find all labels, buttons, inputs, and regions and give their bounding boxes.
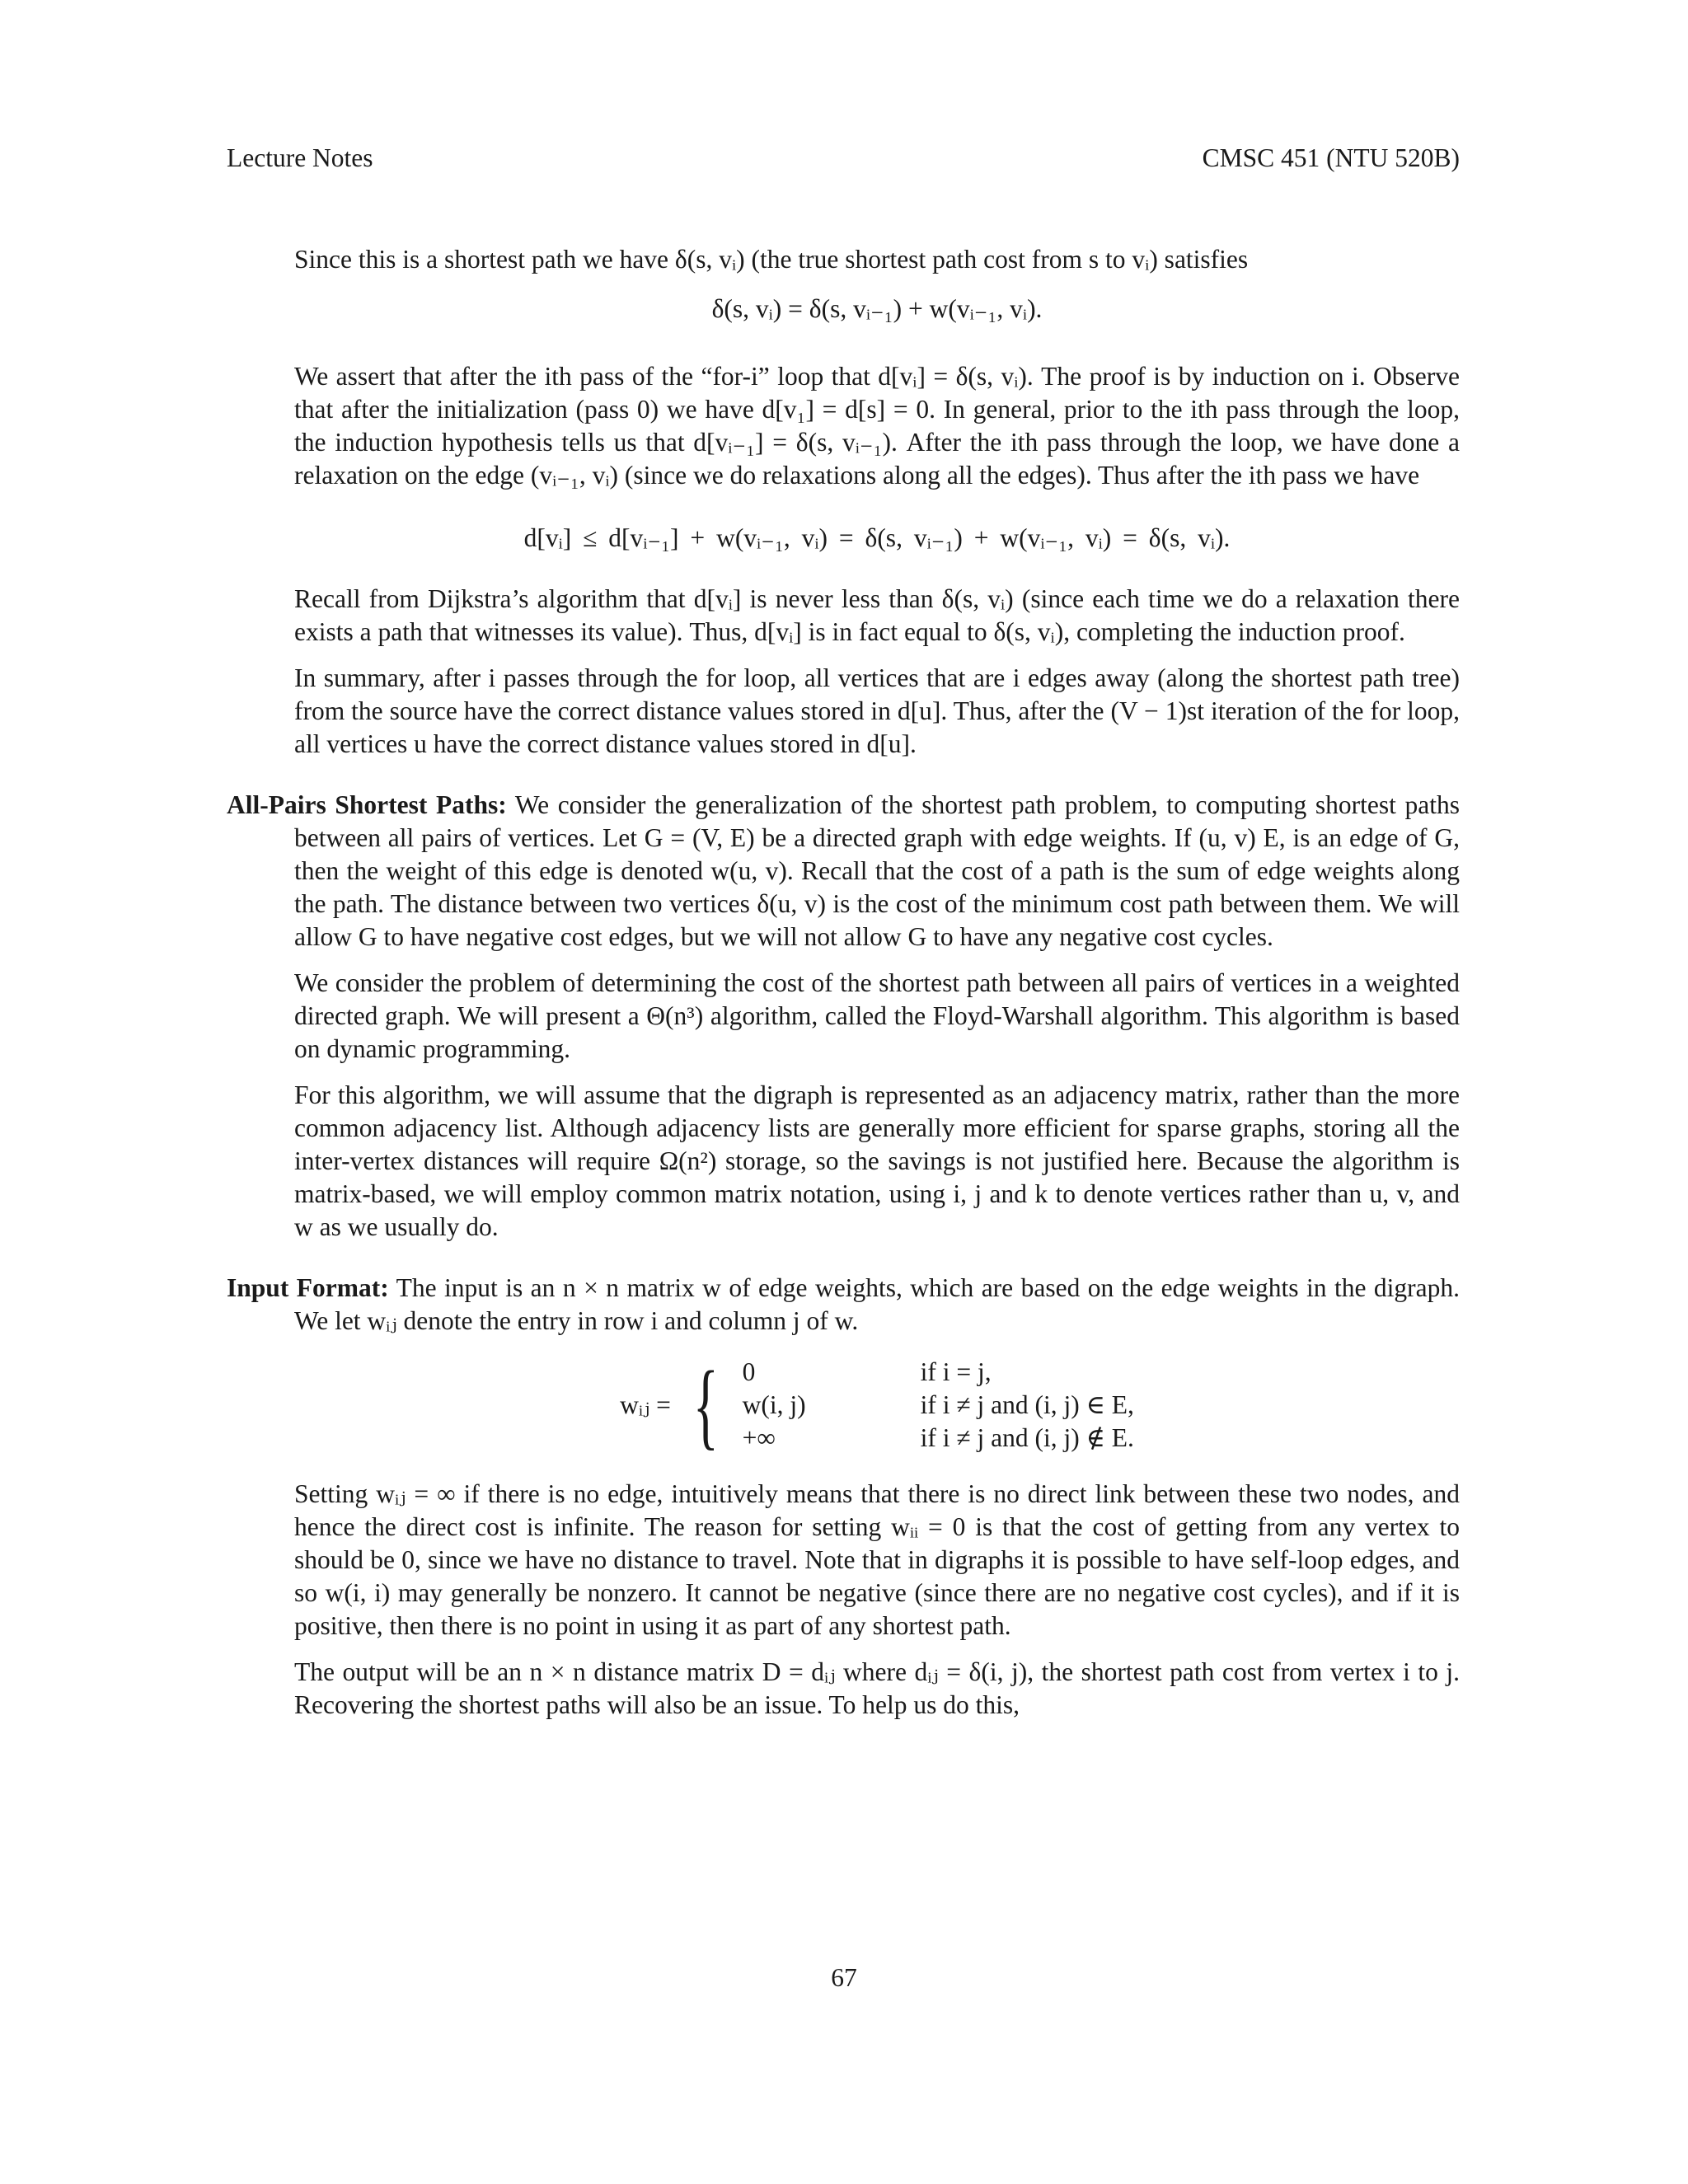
section-paragraph [227,1272,1460,1338]
section-term: All-Pairs Shortest Paths: [227,790,507,819]
equation-delta: δ(s, vᵢ) = δ(s, vᵢ₋₁) + w(vᵢ₋₁, vᵢ). [711,294,1043,323]
case-value: +∞ [742,1423,776,1452]
case-condition: if i ≠ j and (i, j) ∈ E, [920,1390,1134,1419]
case-row [743,1356,1134,1389]
section-all-pairs [227,789,1460,1244]
paragraph: We assert that after the ith pass of the “for-i” loop that d[vᵢ] = δ(s, vᵢ). The proof is by induction on i. Observe that after the initialization (pass 0) we have d[v₁] = d[s] = 0. In general, prior to the ith pass through the loop, the induction hypothesis tells us that d[vᵢ₋₁] = δ(s, vᵢ₋₁). After the ith pass through the loop, we have done a relaxation on the edge (vᵢ₋₁, vᵢ) (since we do relaxations along all the edges). Thus after the ith pass we have [294,362,1460,490]
case-condition: if i ≠ j and (i, j) ∉ E. [920,1423,1134,1452]
left-brace-icon: { [692,1351,719,1459]
paragraph: Setting wᵢⱼ = ∞ if there is no edge, intuitively means that there is no direct link between these two nodes, and hence the direct cost is infinite. The reason for setting wᵢᵢ = 0 is that the cost of getting from any vertex to should be 0, since we have no distance to travel. Note that in digraphs it is possible to have self-loop edges, and so w(i, i) may generally be nonzero. It cannot be negative (since there are no negative cost cycles), and if it is positive, then there is no point in using it as part of any shortest path. [294,1479,1460,1640]
paragraph: The output will be an n × n distance matrix D = dᵢⱼ where dᵢⱼ = δ(i, j), the shortest path cost from vertex i to j. Recovering the shortest paths will also be an issue. To help us do this, [294,1657,1460,1719]
paragraph: Since this is a shortest path we have δ(s, vᵢ) (the true shortest path cost from s to vᵢ) satisfies [294,245,1249,274]
paragraph: We consider the problem of determining the cost of the shortest path between all pairs of vertices in a weighted directed graph. We will present a Θ(n³) algorithm, called the Floyd-Warshall algorithm. This algorithm is based on dynamic programming. [294,968,1460,1063]
running-header [227,142,1460,175]
proof-section [227,243,1460,761]
section-term: Input Format: [227,1273,389,1302]
piecewise-lhs: wᵢⱼ = [620,1390,671,1419]
header-right: CMSC 451 (NTU 520B) [1202,143,1460,172]
case-row [743,1422,1134,1455]
case-row [743,1389,1134,1422]
header-left: Lecture Notes [227,143,373,172]
paragraph: Recall from Dijkstra’s algorithm that d[vᵢ] is never less than δ(s, vᵢ) (since each time we do a relaxation there exists a path that witnesses its value). Thus, d[vᵢ] is in fact equal to δ(s, vᵢ), completing the induction proof. [294,584,1460,646]
equation-relaxation: d[vᵢ] ≤ d[vᵢ₋₁] + w(vᵢ₋₁, vᵢ) = δ(s, vᵢ₋₁) + w(vᵢ₋₁, vᵢ) = δ(s, vᵢ). [523,523,1231,552]
case-condition: if i = j, [920,1357,992,1386]
paragraph: For this algorithm, we will assume that the digraph is represented as an adjacency matrix, rather than the more common adjacency list. Although adjacency lists are generally more efficient for sparse graphs, storing all the inter-vertex distances will require Ω(n²) storage, so the savings is not justified here. Because the algorithm is matrix-based, we will employ common matrix notation, using i, j and k to denote vertices rather than u, v, and w as we usually do. [294,1080,1460,1241]
section-text: The input is an n × n matrix w of edge weights, which are based on the edge weights in the digraph. We let wᵢⱼ denote the entry in row i and column j of w. [294,1273,1461,1335]
piecewise-definition [294,1351,1460,1459]
section-input-format [227,1272,1460,1722]
piecewise-cases [743,1356,1134,1455]
section-paragraph [227,789,1460,954]
paragraph: In summary, after i passes through the for loop, all vertices that are i edges away (along the shortest path tree) from the source have the correct distance values stored in d[u]. Thus, after the (V − 1)st iteration of the for loop, all vertices u have the correct distance values stored in d[u]. [294,663,1460,758]
section-text: We consider the generalization of the shortest path problem, to computing shortest paths between all pairs of vertices. Let G = (V, E) be a directed graph with edge weights. If (u, v) E, is an edge of G, then the weight of this edge is denoted w(u, v). Recall that the cost of a path is the sum of edge weights along the path. The distance between two vertices δ(u, v) is the cost of the minimum cost path between them. We will allow G to have negative cost edges, but we will not allow G to have any negative cost cycles. [294,790,1460,951]
case-value: w(i, j) [742,1390,806,1419]
main-text [227,243,1460,1735]
case-value: 0 [742,1357,756,1386]
page-number: 67 [831,1963,857,1992]
